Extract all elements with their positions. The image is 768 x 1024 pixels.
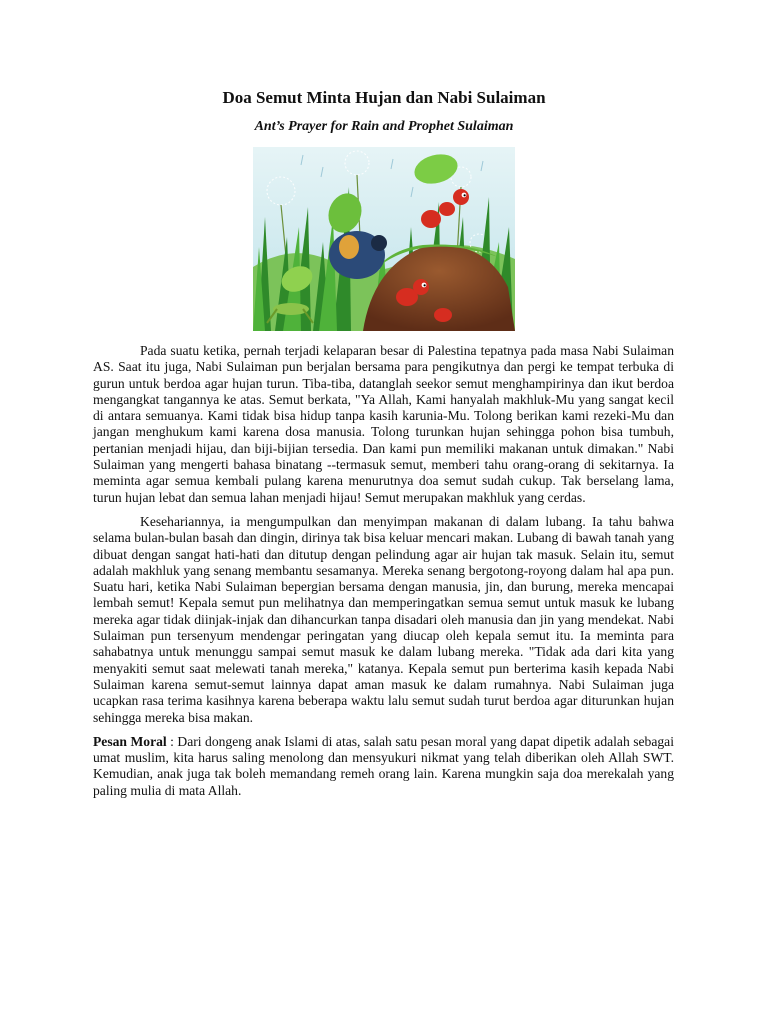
ant-rain-illustration <box>253 147 515 331</box>
moral-label: Pesan Moral <box>93 733 167 749</box>
moral-paragraph <box>93 734 674 799</box>
moral-text: Dari dongeng anak Islami di atas, salah satu pesan moral yang dapat dipetik adalah sebagai umat muslim, kita harus saling menolong dan mensyukuri nikmat yang telah diberikan oleh Allah SWT. Kemudian, anak juga tak boleh memandang remeh orang lain. Karena mungkin saja doa merekalah yang paling mulia di mata Allah. <box>93 733 674 798</box>
document-title: Doa Semut Minta Hujan dan Nabi Sulaiman <box>222 88 546 107</box>
document-subtitle: Ant’s Prayer for Rain and Prophet Sulaiman <box>254 119 514 134</box>
moral-separator: : <box>166 733 178 749</box>
story-body <box>93 343 674 807</box>
story-paragraph-2: Kesehariannya, ia mengumpulkan dan menyimpan makanan di dalam lubang. Ia tahu bahwa selama bulan-bulan basah dan dingin, dirinya tak bisa keluar mencari makan. Lubang di bawah tanah yang dibuat dengan sangat hati-hati dan ditutup dengan pelindung agar air hujan tak masuk. Selain itu, semut adalah makhluk yang senang membantu sesamanya. Mereka senang bergotong-royong dalam hal apa pun. Suatu hari, ketika Nabi Sulaiman bepergian bersama dengan manusia, jin, dan burung, mereka mencapai lembah semut! Kepala semut pun melihatnya dan memperingatkan semua semut untuk masuk ke lubang mereka agar tidak diinjak-injak dan dihancurkan tanpa disadari oleh manusia dan jin yang mendekat. Nabi Sulaiman pun tersenyum mendengar peringatan yang diucap oleh kepala semut itu. Ia meminta para sahabatnya untuk menunggu sampai semut masuk ke dalam lubang mereka. "Tidak ada dari kita yang menyakiti semut saat melewati tanah mereka," katanya. Kepala semut pun berterima kasih kepada Nabi Sulaiman karena semut-semut lainnya dapat aman masuk ke dalam rumahnya. Nabi Sulaiman juga ucapkan rasa terima kasihnya karena beberapa waktu lalu semut sudah turut berdoa agar diturunkan hujan sehingga mereka bisa makan. <box>93 513 674 725</box>
story-paragraph-1: Pada suatu ketika, pernah terjadi kelaparan besar di Palestina tepatnya pada masa Nabi Sulaiman AS. Saat itu juga, Nabi Sulaiman pun berjalan bersama para pengikutnya dan pergi ke tempat terbuka di gurun untuk berdoa agar hujan turun. Tiba-tiba, datanglah seekor semut menghampirinya dan ikut berdoa mengangkat tangannya ke atas. Semut berkata, "Ya Allah, Kami hanyalah makhluk-Mu yang sangat kecil di antara semuanya. Kami tidak bisa hidup tanpa kasih karunia-Mu. Tolong berikan kami rezeki-Mu dan jangan menghukum kami karena dosa manusia. Tolong turunkan hujan sehingga pohon bisa tumbuh, pertanian menjadi hijau, dan biji-bijian tersedia. Dan kami pun memiliki makanan untuk dimakan." Nabi Sulaiman yang mengerti bahasa binatang --termasuk semut, memberi tahu orang-orang di sekitarnya. Ia meminta agar semua kembali pulang karena menurutnya doa semut sudah cukup. Tak berselang lama, turun hujan lebat dan semua lahan menjadi hijau! Semut merupakan makhluk yang cerdas. <box>93 343 674 505</box>
